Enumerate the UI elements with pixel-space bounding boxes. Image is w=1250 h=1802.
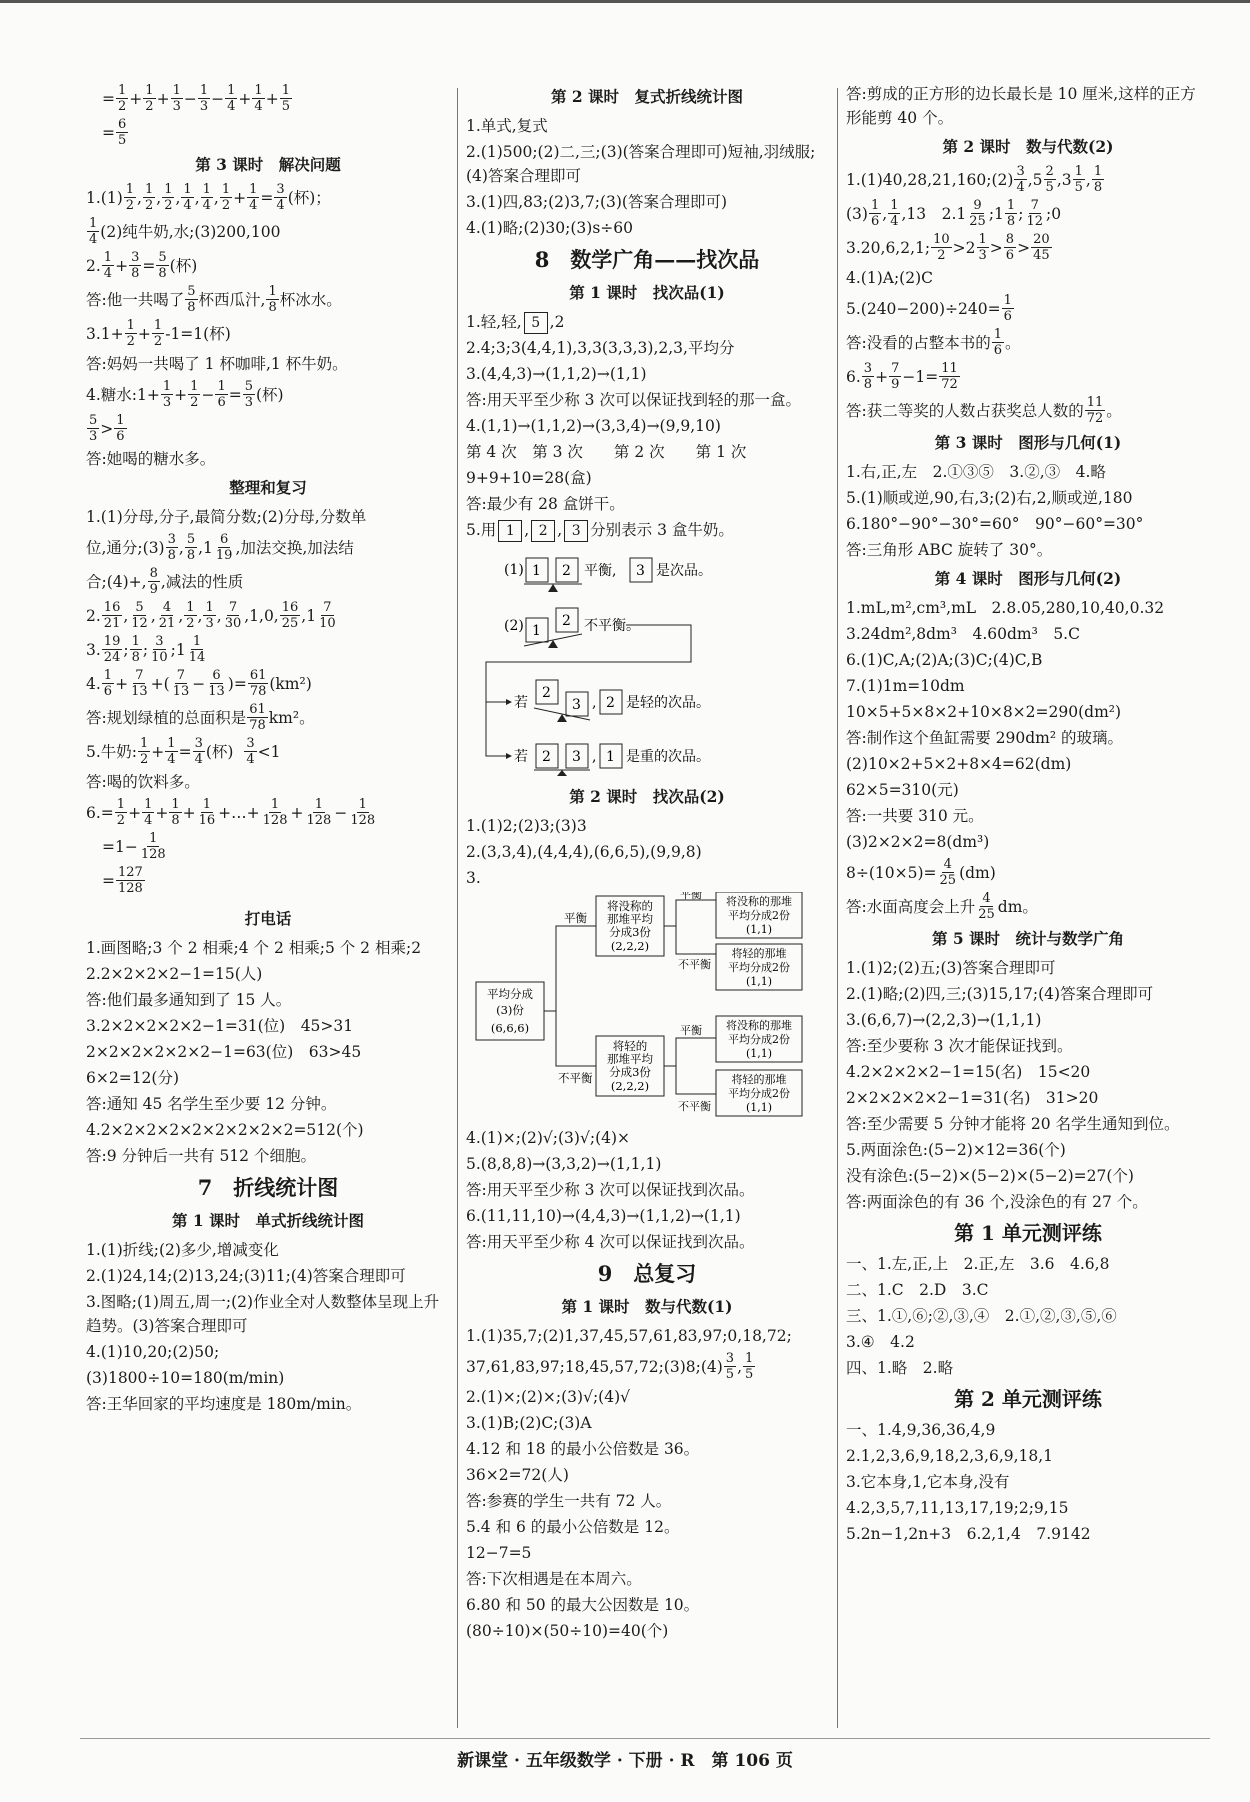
answer-line: 3.(1)B;(2)C;(3)A — [466, 1414, 592, 1432]
answer-line: 3.2×2×2×2×2−1=31(位) 45>31 — [86, 1017, 354, 1035]
arrow-icon — [506, 753, 512, 759]
answer-line: 答:一共要 310 元。 — [846, 807, 984, 825]
answer-line: 1.(1)2;(2)3;(3)3 — [466, 817, 587, 835]
answer-line: 4.糖水:1+ $\frac{1}{3}$ + $\frac{1}{2}$ − $\frac{1}{6}$ = $\frac{5}{3}$ (杯) — [86, 379, 284, 410]
box-1-label: 1 — [532, 623, 541, 639]
answer-line: 3.图略;(1)周五,周一;(2)作业全对人数整体呈现上升趋势。(3)答案合理即可 — [86, 1293, 440, 1335]
tree-branch — [664, 900, 716, 926]
page-footer: 新课堂 · 五年级数学 · 下册 · R 第 106 页 — [457, 1751, 793, 1771]
box-2-label: 2 — [562, 563, 571, 579]
top-border — [0, 0, 1250, 3]
answer-line: 答:没看的占整本书的 $\frac{1}{6}$ 。 — [846, 327, 1021, 358]
answer-line: 答:她喝的糖水多。 — [86, 450, 216, 468]
answer-line: 6.(1)C,A;(2)A;(3)C;(4)C,B — [846, 651, 1043, 669]
section-heading: 第 1 课时 数与代数(1) — [561, 1297, 733, 1316]
answer-line: (2)10×2+5×2+8×4=62(dm) — [846, 755, 1072, 773]
answer-line: 3.24dm²,8dm³ 4.60dm³ 5.C — [846, 625, 1080, 643]
section-heading: 第 2 课时 复式折线统计图 — [550, 87, 744, 106]
node-text: 将轻的那堆 — [731, 1073, 787, 1086]
branch-label: 平衡 — [680, 892, 702, 901]
node-text: 将没称的 — [607, 899, 653, 913]
answer-line: $\frac{5}{3}$ > $\frac{1}{6}$ — [89, 413, 125, 444]
diagram-text: , — [592, 695, 597, 711]
answer-line: 2×2×2×2×2×2−1=63(位) 63>45 — [86, 1043, 362, 1061]
box-3-label: 3 — [636, 563, 645, 579]
answer-line: 2.2×2×2×2−1=15(人) — [86, 965, 263, 983]
answer-line: 答:妈妈一共喝了 1 杯咖啡,1 杯牛奶。 — [86, 355, 348, 373]
answer-line: 5.(8,8,8)→(3,3,2)→(1,1,1) — [466, 1155, 662, 1173]
column-divider-1 — [457, 88, 458, 1728]
answer-line: 4.2,3,5,7,11,13,17,19;2;9,15 — [846, 1499, 1069, 1517]
section-heading: 第 2 课时 找次品(2) — [569, 787, 725, 806]
balance-diagram — [466, 544, 806, 776]
diagram-text: 平衡, — [584, 563, 617, 579]
answer-line: 答:喝的饮料多。 — [86, 773, 200, 791]
answer-line: 答:水面高度会上升 $\frac{4}{25}$ dm。 — [846, 891, 1038, 922]
answer-line: 6.= $\frac{1}{2}$ + $\frac{1}{4}$ + $\frac{1}{8}$ + $\frac{1}{16}$ +…+ $\frac{1}{128}$ + $\frac{1}{128}$ − $\frac{1}{128}$ — [86, 797, 376, 828]
node-text: (2,2,2) — [610, 1079, 650, 1093]
box-2-label: 2 — [562, 613, 571, 629]
answer-line: 5.2n−1,2n+3 6.2,1,4 7.9142 — [846, 1525, 1091, 1543]
answer-line: =1− $\frac{1}{128}$ — [102, 831, 166, 862]
boxed-number: 1 — [498, 520, 522, 542]
answer-line: 5.两面涂色:(5−2)×12=36(个) — [846, 1141, 1066, 1159]
answer-line: 2.(1)24,14;(2)13,24;(3)11;(4)答案合理即可 — [86, 1267, 406, 1285]
answer-line: = $\frac{1}{2}$ + $\frac{1}{2}$ + $\frac{1}{3}$ − $\frac{1}{3}$ − $\frac{1}{4}$ + $\frac{1}{4}$ + $\frac{1}{5}$ — [102, 83, 290, 114]
answer-line: 位,通分;(3) $\frac{3}{8}$ , $\frac{5}{8}$ ,1 $\frac{6}{19}$ ,加法交换,加法结 — [86, 532, 354, 563]
answer-line: 8÷(10×5)= $\frac{4}{25}$ (dm) — [846, 857, 996, 888]
tree-branch — [556, 1011, 596, 1066]
answer-line: 3. — [466, 869, 481, 887]
answer-line: = $\frac{6}{5}$ — [102, 117, 127, 148]
answer-line: 3.20,6,2,1; $\frac{10}{2}$ >2 $\frac{1}{3}$ > $\frac{8}{6}$ > $\frac{20}{45}$ — [846, 232, 1050, 263]
answer-line: 2.(1)500;(2)二,三;(3)(答案合理即可)短袖,羽绒服;(4)答案合理即可 — [466, 143, 816, 185]
node-text: (3)份 — [496, 1003, 524, 1017]
node-text: 平均分成2份 — [728, 1087, 790, 1100]
diagram-text: 是重的次品。 — [626, 749, 710, 765]
diagram-text: 若 — [514, 695, 528, 711]
answer-line: 12−7=5 — [466, 1544, 532, 1562]
node-text: 将轻的那堆 — [731, 947, 787, 960]
answer-line: 1.轻,轻, 5 ,2 — [466, 310, 828, 334]
node-text: 分成3份 — [609, 1065, 651, 1079]
answer-line: 4.(1)10,20;(2)50; — [86, 1343, 220, 1361]
answer-line: 第 4 次 第 3 次 第 2 次 第 1 次 — [466, 443, 747, 461]
answer-line: 7.(1)1m=10dm — [846, 677, 965, 695]
answer-line: 3.(1)四,83;(2)3,7;(3)(答案合理即可) — [466, 193, 727, 211]
flow-connector — [486, 625, 691, 756]
answer-line: 4.(1)略;(2)30;(3)s÷60 — [466, 219, 633, 237]
fulcrum-icon — [548, 584, 558, 592]
node-text: 平均分成 — [487, 987, 533, 1001]
answer-line: 答:用天平至少称 3 次可以保证找到次品。 — [466, 1181, 755, 1199]
answer-line: 2. $\frac{16}{21}$ , $\frac{5}{12}$ , $\frac{4}{21}$ , $\frac{1}{2}$ , $\frac{1}{3}$ , $\frac{7}{30}$ ,1,0, $\frac{16}{25}$ ,1 $\frac{7}{10}$ — [86, 600, 336, 631]
answer-line: 4.2×2×2×2−1=15(名) 15<20 — [846, 1063, 1091, 1081]
answer-line: 5.(240−200)÷240= $\frac{1}{6}$ — [846, 293, 1012, 324]
answer-line: 2. $\frac{1}{4}$ + $\frac{3}{8}$ = $\frac{5}{8}$ (杯) — [86, 250, 198, 281]
branch-label: 平衡 — [680, 1024, 702, 1037]
node-text: 分成3份 — [609, 925, 651, 939]
node-text: 那堆平均 — [607, 1052, 653, 1066]
unit-test-heading: 第 1 单元测评练 — [954, 1221, 1102, 1245]
chapter-heading: 9 总复习 — [597, 1261, 697, 1286]
section-heading: 第 3 课时 解决问题 — [195, 155, 341, 174]
answer-line: 答:他一共喝了 $\frac{5}{8}$ 杯西瓜汁, $\frac{1}{8}$ 杯冰水。 — [86, 284, 342, 315]
answer-line: 3.它本身,1,它本身,没有 — [846, 1473, 1010, 1491]
answer-line: 4.12 和 18 的最小公倍数是 36。 — [466, 1440, 700, 1458]
section-heading: 打电话 — [244, 909, 292, 928]
answer-line: 答:参赛的学生一共有 72 人。 — [466, 1492, 672, 1510]
boxed-number: 3 — [564, 520, 588, 542]
answer-line: 没有涂色:(5−2)×(5−2)×(5−2)=27(个) — [846, 1167, 1134, 1185]
diagram-text: 是次品。 — [656, 563, 712, 579]
answer-line: 1.mL,m²,cm³,mL 2.8.05,280,10,40,0.32 — [846, 599, 1165, 617]
diagram-text: 若 — [514, 749, 528, 765]
answer-line: 6.80 和 50 的最大公因数是 10。 — [466, 1596, 700, 1614]
answer-line: 37,61,83,97;18,45,57,72;(3)8;(4) $\frac{3}{5}$ , $\frac{1}{5}$ — [466, 1351, 754, 1382]
box-1-label: 1 — [532, 563, 541, 579]
node-text: 将没称的那堆 — [726, 1019, 792, 1032]
node-text: 那堆平均 — [607, 912, 653, 926]
answer-line: 2.(3,3,4),(4,4,4),(6,6,5),(9,9,8) — [466, 843, 702, 861]
unit-test-heading: 第 2 单元测评练 — [954, 1387, 1102, 1411]
node-text: (6,6,6) — [490, 1021, 530, 1035]
tree-branch — [664, 1038, 716, 1066]
boxed-number: 5 — [524, 312, 548, 334]
answer-line: 1.单式,复式 — [466, 117, 548, 135]
tree-branch — [676, 926, 716, 954]
arrow-icon — [506, 699, 512, 705]
branch-label: 不平衡 — [678, 958, 711, 971]
answer-line: 一、1.左,正,上 2.正,左 3.6 4.6,8 — [846, 1255, 1110, 1273]
answer-line: 4.(1)×;(2)√;(3)√;(4)× — [466, 1129, 631, 1147]
answer-line: 答:9 分钟后一共有 512 个细胞。 — [86, 1147, 316, 1165]
tree-branch — [676, 1066, 716, 1094]
answer-line: 答:三角形 ABC 旋转了 30°。 — [846, 541, 1053, 559]
answer-line: 6.(11,11,10)→(4,4,3)→(1,1,2)→(1,1) — [466, 1207, 741, 1225]
column-middle — [466, 80, 828, 1645]
box-2-label: 2 — [542, 749, 551, 765]
node-text: (1,1) — [745, 1101, 773, 1114]
answer-line: 2.(1)×;(2)×;(3)√;(4)√ — [466, 1388, 631, 1406]
answer-line: 答:用天平至少称 3 次可以保证找到轻的那一盒。 — [466, 391, 801, 409]
section-heading: 整理和复习 — [229, 478, 307, 497]
weighing-tree-diagram — [466, 892, 806, 1120]
answer-line: 3. $\frac{19}{24}$ ; $\frac{1}{8}$ ; $\frac{3}{10}$ ;1 $\frac{1}{14}$ — [86, 634, 206, 665]
node-text: (2,2,2) — [610, 939, 650, 953]
answer-line: 2.4;3;3(4,4,1),3,3(3,3,3),2,3,平均分 — [466, 339, 735, 357]
answer-line: (3) $\frac{1}{6}$ , $\frac{1}{4}$ ,13 2.1 $\frac{9}{25}$ ;1 $\frac{1}{8}$ ; $\frac{7}{12}$ ;0 — [846, 198, 1062, 229]
column-divider-2 — [837, 88, 838, 1728]
column-left — [86, 80, 450, 1418]
answer-line: 3.(4,4,3)→(1,1,2)→(1,1) — [466, 365, 647, 383]
section-heading: 第 2 课时 数与代数(2) — [942, 137, 1114, 156]
answer-line: 6×2=12(分) — [86, 1069, 180, 1087]
answer-line: (3)2×2×2=8(dm³) — [846, 833, 990, 851]
answer-line: 答:剪成的正方形的边长最长是 10 厘米,这样的正方形能剪 40 个。 — [846, 85, 1196, 127]
answer-line: 合;(4)+, $\frac{8}{9}$ ,减法的性质 — [86, 566, 244, 597]
diagram-label: (2) — [504, 618, 524, 634]
answer-line: 2×2×2×2×2−1=31(名) 31>20 — [846, 1089, 1099, 1107]
answer-line: 9+9+10=28(盒) — [466, 469, 592, 487]
node-text: 平均分成2份 — [728, 909, 790, 922]
node-text: 平均分成2份 — [728, 1033, 790, 1046]
chapter-heading: 7 折线统计图 — [197, 1175, 339, 1200]
box-2-label: 2 — [606, 695, 615, 711]
answer-line: 答:获二等奖的人数占获奖总人数的 $\frac{11}{72}$ 。 — [846, 395, 1122, 426]
branch-label: 不平衡 — [678, 1100, 711, 1113]
answer-line: 答:至少要称 3 次才能保证找到。 — [846, 1037, 1073, 1055]
diagram-text: , — [592, 749, 597, 765]
chapter-heading: 8 数学广角——找次品 — [534, 247, 760, 272]
answer-line: 答:通知 45 名学生至少要 12 分钟。 — [86, 1095, 337, 1113]
answer-line: = $\frac{127}{128}$ — [102, 865, 143, 896]
boxed-number: 2 — [531, 520, 555, 542]
answer-line: 答:王华回家的平均速度是 180m/min。 — [86, 1395, 362, 1413]
answer-line: 4.2×2×2×2×2×2×2×2×2=512(个) — [86, 1121, 364, 1139]
answer-line: 1.(1)40,28,21,160;(2) $\frac{3}{4}$ ,5 $\frac{2}{5}$ ,3 $\frac{1}{5}$ , $\frac{1}{8}$ — [846, 164, 1103, 195]
answer-line: 4.(1,1)→(1,1,2)→(3,3,4)→(9,9,10) — [466, 417, 721, 435]
node-text: (1,1) — [745, 923, 773, 936]
node-text: 将没称的那堆 — [726, 895, 792, 908]
answer-line: 一、1.4,9,36,36,4,9 — [846, 1421, 996, 1439]
answer-line: 4. $\frac{1}{6}$ + $\frac{7}{13}$ +( $\frac{7}{13}$ − $\frac{6}{13}$ )= $\frac{61}{78}$ (km²) — [86, 668, 312, 699]
answer-line: 答:至少需要 5 分钟才能将 20 名学生通知到位。 — [846, 1115, 1180, 1133]
answer-line: 答:用天平至少称 4 次可以保证找到次品。 — [466, 1233, 755, 1251]
box-1-label: 1 — [606, 749, 615, 765]
answer-line: 3.(6,6,7)→(2,2,3)→(1,1,1) — [846, 1011, 1042, 1029]
section-heading: 第 3 课时 图形与几何(1) — [934, 433, 1122, 452]
answer-line: 1.(1)分母,分子,最简分数;(2)分母,分数单 — [86, 508, 367, 526]
answer-line: 答:两面涂色的有 36 个,没涂色的有 27 个。 — [846, 1193, 1148, 1211]
node-text: (1,1) — [745, 975, 773, 988]
answer-line: (3)1800÷10=180(m/min) — [86, 1369, 285, 1387]
diagram-label: (1) — [504, 562, 524, 578]
answer-line: 二、1.C 2.D 3.C — [846, 1281, 989, 1299]
answer-line: 5.(1)顺或逆,90,右,3;(2)右,2,顺或逆,180 — [846, 489, 1133, 507]
answer-line: 1.(1) $\frac{1}{2}$ , $\frac{1}{2}$ , $\frac{1}{2}$ , $\frac{1}{4}$ , $\frac{1}{4}$ , $\frac{1}{2}$ + $\frac{1}{4}$ = $\frac{3}{4}$ (杯)； — [86, 182, 331, 213]
answer-line: 三、1.①,⑥;②,③,④ 2.①,②,③,⑤,⑥ — [846, 1307, 1117, 1325]
answer-line: 1.(1)2;(2)五;(3)答案合理即可 — [846, 959, 1056, 977]
diagram-text: 是轻的次品。 — [626, 695, 710, 711]
branch-label: 不平衡 — [558, 1071, 593, 1085]
box-3-label: 3 — [572, 697, 581, 713]
answer-line: 3.④ 4.2 — [846, 1333, 915, 1351]
answer-line: 5.用 1 , 2 , 3 分别表示 3 盒牛奶。 — [466, 518, 828, 542]
fulcrum-icon — [557, 770, 567, 776]
box-2-label: 2 — [542, 685, 551, 701]
answer-line: 1.画图略;3 个 2 相乘;4 个 2 相乘;5 个 2 相乘;2 — [86, 939, 422, 957]
answer-line: 1.(1)35,7;(2)1,37,45,57,61,83,97;0,18,72; — [466, 1327, 792, 1345]
answer-line: 62×5=310(元) — [846, 781, 959, 799]
answer-line: 36×2=72(人) — [466, 1466, 569, 1484]
node-text: (1,1) — [745, 1047, 773, 1060]
answer-line: 4.(1)A;(2)C — [846, 269, 933, 287]
tree-branch — [544, 926, 596, 1011]
box-3-label: 3 — [572, 749, 581, 765]
answer-line: (80÷10)×(50÷10)=40(个) — [466, 1622, 669, 1640]
answer-line: 答:规划绿植的总面积是 $\frac{61}{78}$ km²。 — [86, 702, 315, 733]
answer-line: 1.右,正,左 2.①③⑤ 3.②,③ 4.略 — [846, 463, 1106, 481]
answer-line: 6.180°−90°−30°=60° 90°−60°=30° — [846, 515, 1144, 533]
answer-line: 答:他们最多通知到了 15 人。 — [86, 991, 292, 1009]
answer-line: 答:制作这个鱼缸需要 290dm² 的玻璃。 — [846, 729, 1123, 747]
answer-line: 5.牛奶: $\frac{1}{2}$ + $\frac{1}{4}$ = $\frac{3}{4}$ (杯) $\frac{3}{4}$ <1 — [86, 736, 281, 767]
answer-line: 5.4 和 6 的最小公倍数是 12。 — [466, 1518, 680, 1536]
answer-line: 1.(1)折线;(2)多少,增减变化 — [86, 1241, 279, 1259]
answer-line: 2.1,2,3,6,9,18,2,3,6,9,18,1 — [846, 1447, 1054, 1465]
answer-line: $\frac{1}{4}$ (2)纯牛奶,水;(3)200,100 — [89, 216, 281, 247]
section-heading: 第 1 课时 找次品(1) — [569, 283, 725, 302]
node-text: 平均分成2份 — [728, 961, 790, 974]
answer-line: 3.1+ $\frac{1}{2}$ + $\frac{1}{2}$ -1=1(杯) — [86, 318, 231, 349]
section-heading: 第 5 课时 统计与数学广角 — [931, 929, 1125, 948]
footer-divider — [80, 1738, 1210, 1739]
section-heading: 第 1 课时 单式折线统计图 — [171, 1211, 365, 1230]
answer-line: 2.(1)略;(2)四,三;(3)15,17;(4)答案合理即可 — [846, 985, 1154, 1003]
column-right — [846, 80, 1210, 1548]
answer-line: 答:最少有 28 盒饼干。 — [466, 495, 625, 513]
branch-label: 平衡 — [564, 911, 587, 925]
node-text: 将轻的 — [612, 1039, 648, 1053]
answer-line: 6. $\frac{3}{8}$ + $\frac{7}{9}$ −1= $\frac{11}{72}$ — [846, 361, 958, 392]
answer-line: 答:下次相遇是在本周六。 — [466, 1570, 642, 1588]
answer-line: 四、1.略 2.略 — [846, 1359, 954, 1377]
section-heading: 第 4 课时 图形与几何(2) — [934, 569, 1122, 588]
answer-line: 10×5+5×8×2+10×8×2=290(dm²) — [846, 703, 1122, 721]
diagram-text: 不平衡。 — [584, 618, 640, 634]
